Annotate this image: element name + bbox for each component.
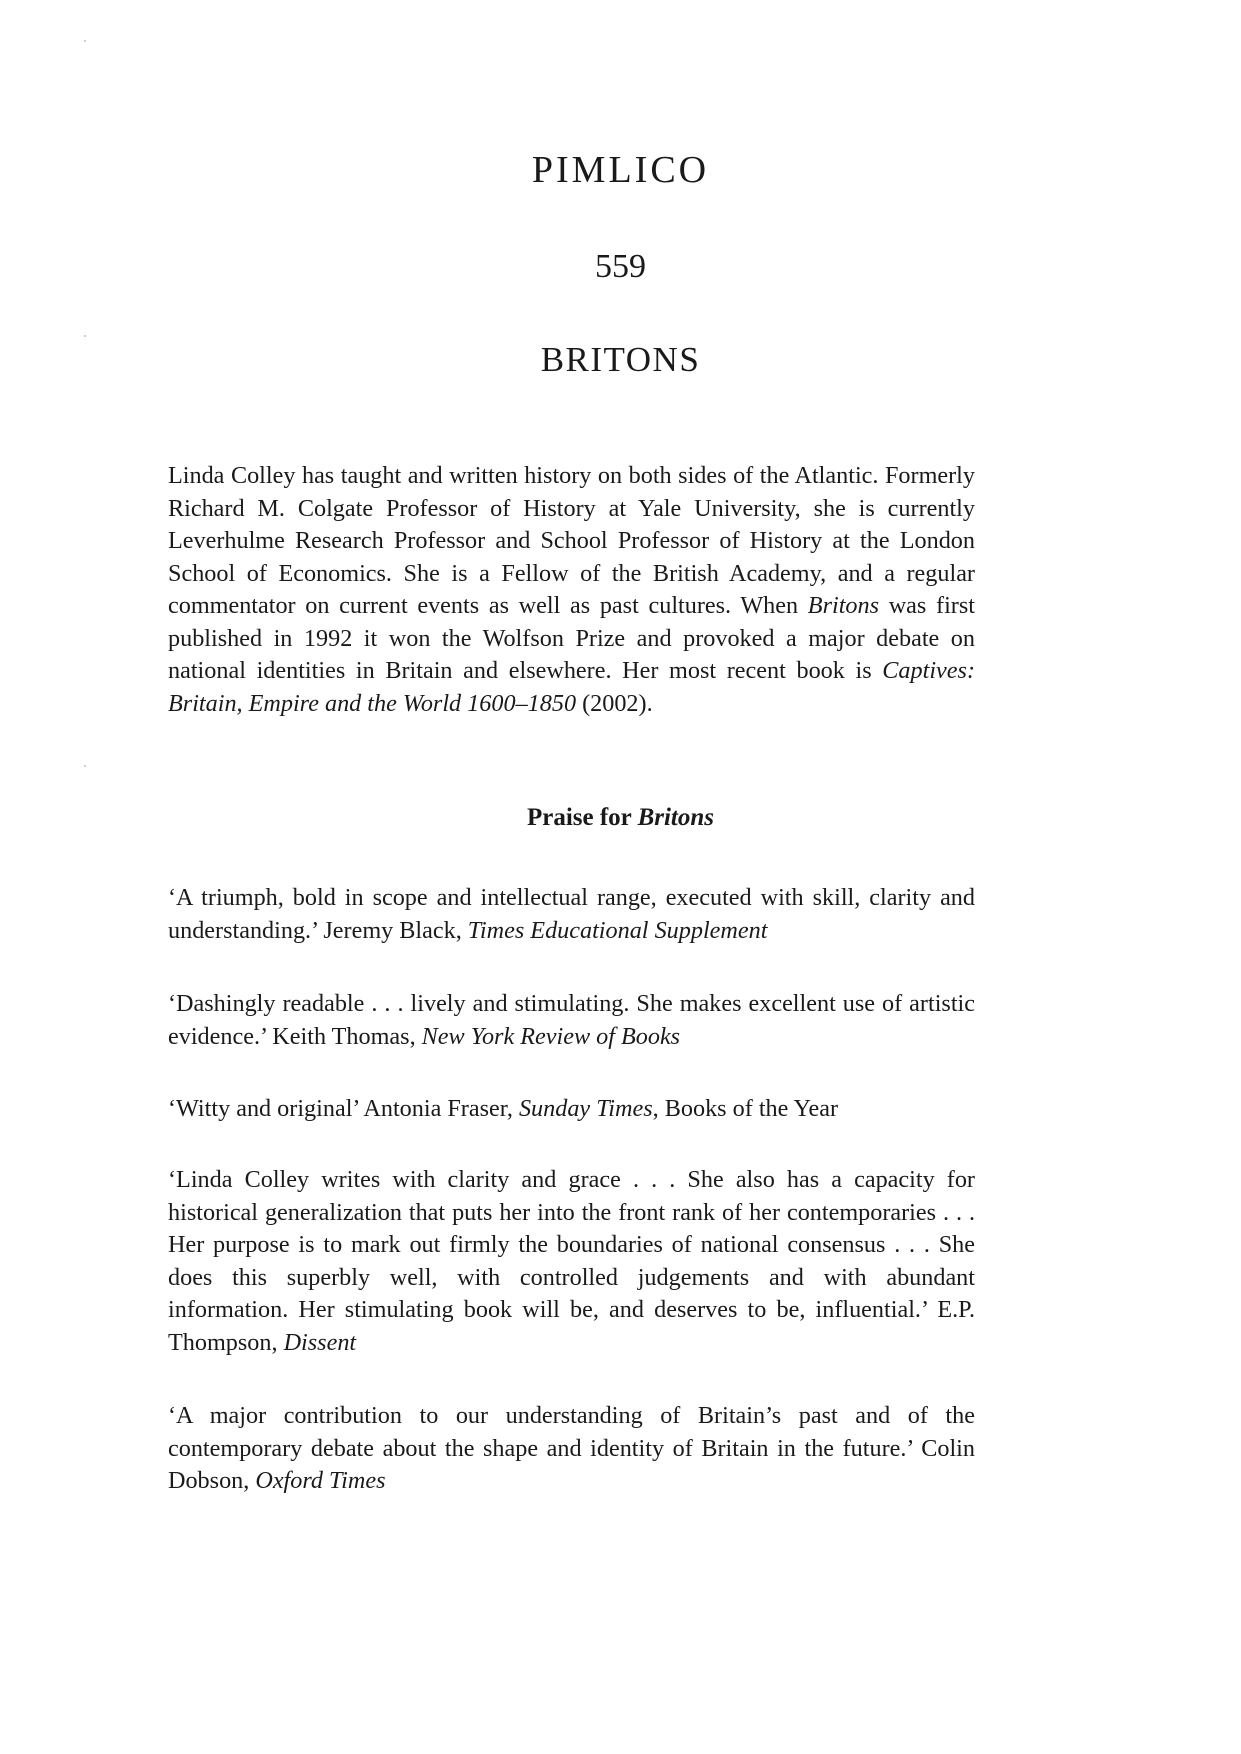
- scan-speck: [84, 335, 86, 337]
- scan-speck: [84, 765, 86, 767]
- bio-title-captives: Captives: Britain, Empire and the World 1600–1850: [168, 657, 975, 717]
- praise-heading-prefix: Praise for: [526, 804, 638, 831]
- quote-source-tail: , Books of the Year: [652, 1095, 839, 1122]
- praise-quote: [168, 988, 975, 1053]
- quote-text: ‘Witty and original’ Antonia Fraser,: [168, 1095, 519, 1122]
- quote-text: ‘Dashingly readable . . . lively and stimulating. She makes excellent use of artistic evidence.’ Keith Thomas,: [168, 990, 975, 1050]
- book-title: BRITONS: [540, 340, 701, 379]
- quote-text: ‘Linda Colley writes with clarity and grace . . . She also has a capacity for historical generalization that puts her into the front rank of her contemporaries . . . Her purpose is to mark out firmly the boundaries of national consensus . . . She does this superbly well, with controlled judgements and with abundant information. Her stimulating book will be, and deserves to be, influential.’ E.P. Thompson,: [168, 1166, 975, 1356]
- praise-quote: [168, 1400, 975, 1498]
- bio-title-britons: Britons: [807, 592, 880, 619]
- quote-source: Sunday Times: [518, 1095, 653, 1122]
- series-number: 559: [595, 248, 646, 285]
- author-bio: [168, 460, 975, 720]
- praise-heading-title: Britons: [637, 804, 715, 831]
- quote-text: ‘A major contribution to our understanding of Britain’s past and of the contemporary debate about the shape and identity of Britain in the future.’ Colin Dobson,: [168, 1402, 975, 1494]
- praise-quote: [168, 1164, 975, 1359]
- scan-speck: [84, 40, 86, 42]
- bio-text-1: Linda Colley has taught and written history on both sides of the Atlantic. Formerly Richard M. Colgate Professor of History at Yale University, she is currently Leverhulme Research Professor and School Professor of History at the London School of Economics. She is a Fellow of the British Academy, and a regular commentator on current events as well as past cultures. When: [168, 462, 975, 619]
- quote-source: New York Review of Books: [421, 1022, 681, 1050]
- quote-text: ‘A triumph, bold in scope and intellectual range, executed with skill, clarity and understanding.’ Jeremy Black,: [168, 884, 975, 944]
- quote-source: Oxford Times: [255, 1467, 386, 1494]
- quote-source: Dissent: [283, 1328, 357, 1356]
- praise-quote: [168, 882, 975, 947]
- imprint-name: PIMLICO: [531, 149, 710, 191]
- praise-quote: [168, 1093, 975, 1126]
- quote-source: Times Educational Supplement: [467, 916, 768, 944]
- praise-heading: [0, 804, 1241, 832]
- bio-text-2: was first published in 1992 it won the Wolfson Prize and provoked a major debate on national identities in Britain and elsewhere. Her most recent book is: [168, 592, 975, 684]
- bio-text-3: (2002).: [576, 689, 653, 717]
